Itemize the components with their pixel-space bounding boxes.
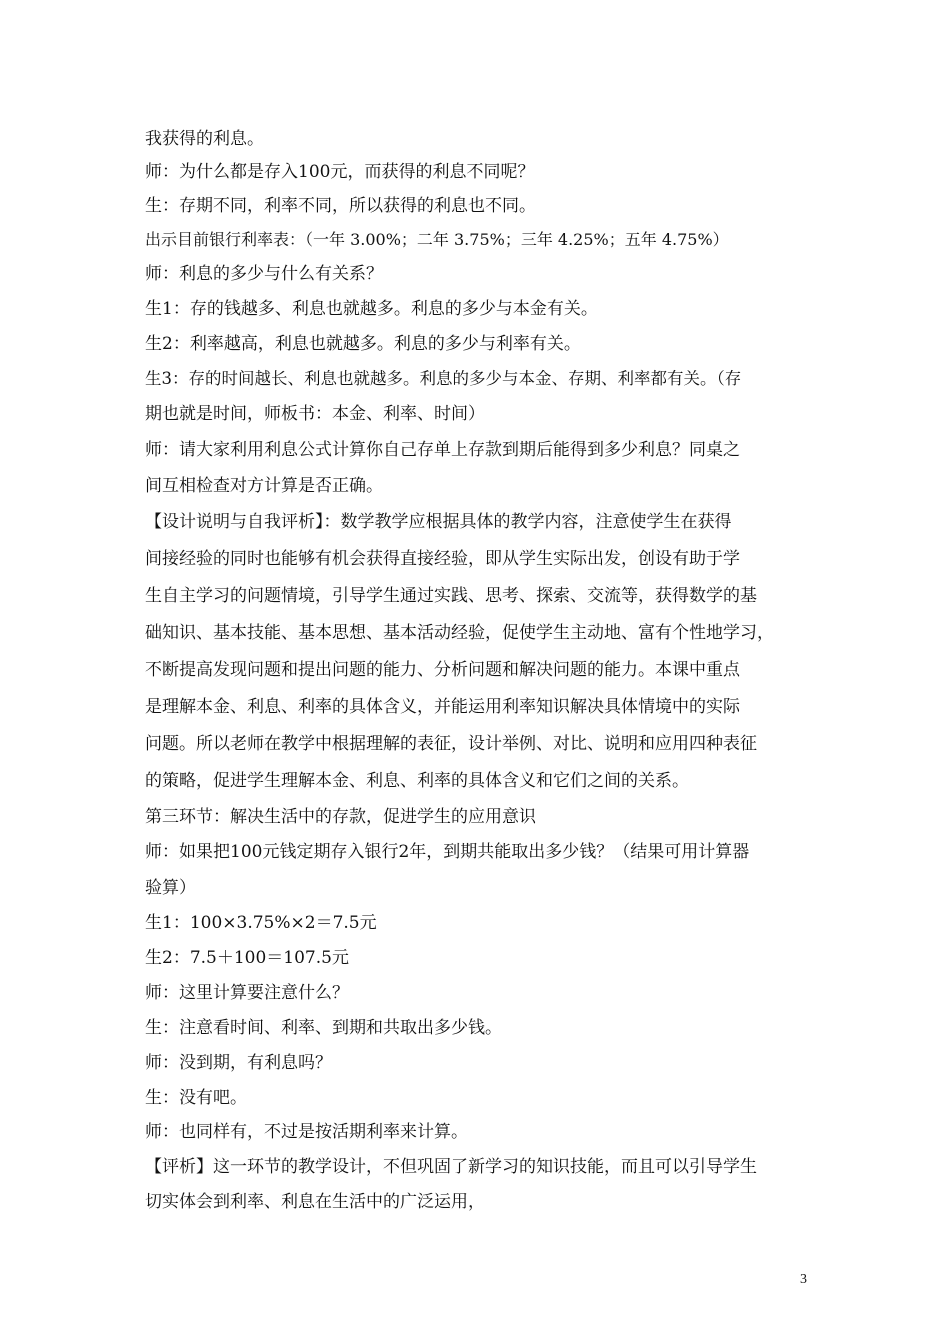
text-line: 生1：存的钱越多、利息也就越多。利息的多少与本金有关。 <box>145 299 598 319</box>
text-line: 问题。所以老师在教学中根据理解的表征，设计举例、对比、说明和应用四种表征 <box>145 734 757 754</box>
text-line: 生2：利率越高，利息也就越多。利息的多少与利率有关。 <box>145 334 581 354</box>
text-line: 我获得的利息。 <box>145 129 264 149</box>
text-line: 生：注意看时间、利率、到期和共取出多少钱。 <box>145 1018 502 1038</box>
text-line: 验算） <box>145 878 196 898</box>
text-line: 是理解本金、利息、利率的具体含义，并能运用利率知识解决具体情境中的实际 <box>145 697 740 717</box>
text-line: 期也就是时间，师板书：本金、利率、时间） <box>145 404 485 424</box>
text-line: 师：也同样有，不过是按活期利率来计算。 <box>145 1122 468 1142</box>
text-line: 生：没有吧。 <box>145 1088 247 1108</box>
text-line: 师：这里计算要注意什么？ <box>145 983 349 1003</box>
text-line: 生：存期不同，利率不同，所以获得的利息也不同。 <box>145 196 536 216</box>
text-line: 师：为什么都是存入100元，而获得的利息不同呢？ <box>145 162 535 182</box>
text-line: 切实体会到利率、利息在生活中的广泛运用， <box>145 1192 485 1212</box>
text-line: 【评析】这一环节的教学设计，不但巩固了新学习的知识技能，而且可以引导学生 <box>145 1157 757 1177</box>
text-line: 出示目前银行利率表：（一年 3.00%；二年 3.75%；三年 4.25%；五年 4.75%） <box>145 230 729 249</box>
page-number: 3 <box>800 1272 807 1287</box>
text-line: 师：利息的多少与什么有关系？ <box>145 264 383 284</box>
text-line: 生3：存的时间越长、利息也就越多。利息的多少与本金、存期、利率都有关。（存 <box>145 369 742 388</box>
text-line: 生自主学习的问题情境，引导学生通过实践、思考、探索、交流等，获得数学的基 <box>145 586 757 606</box>
text-line: 【设计说明与自我评析】：数学教学应根据具体的教学内容，注意使学生在获得 <box>145 512 732 532</box>
text-line: 师：如果把100元钱定期存入银行2年，到期共能取出多少钱？（结果可用计算器 <box>145 842 750 862</box>
text-line: 师：请大家利用利息公式计算你自己存单上存款到期后能得到多少利息？同桌之 <box>145 440 740 460</box>
text-line: 础知识、基本技能、基本思想、基本活动经验，促使学生主动地、富有个性地学习， <box>145 623 774 643</box>
text-line: 间接经验的同时也能够有机会获得直接经验，即从学生实际出发，创设有助于学 <box>145 549 740 569</box>
text-line: 第三环节：解决生活中的存款，促进学生的应用意识 <box>145 807 536 827</box>
text-line: 不断提高发现问题和提出问题的能力、分析问题和解决问题的能力。本课中重点 <box>145 660 740 680</box>
text-line: 的策略，促进学生理解本金、利息、利率的具体含义和它们之间的关系。 <box>145 771 689 791</box>
text-line: 生1：100×3.75%×2＝7.5元 <box>145 913 377 933</box>
text-line: 师：没到期，有利息吗？ <box>145 1053 332 1073</box>
text-line: 间互相检查对方计算是否正确。 <box>145 476 383 496</box>
text-line: 生2：7.5＋100＝107.5元 <box>145 948 349 968</box>
